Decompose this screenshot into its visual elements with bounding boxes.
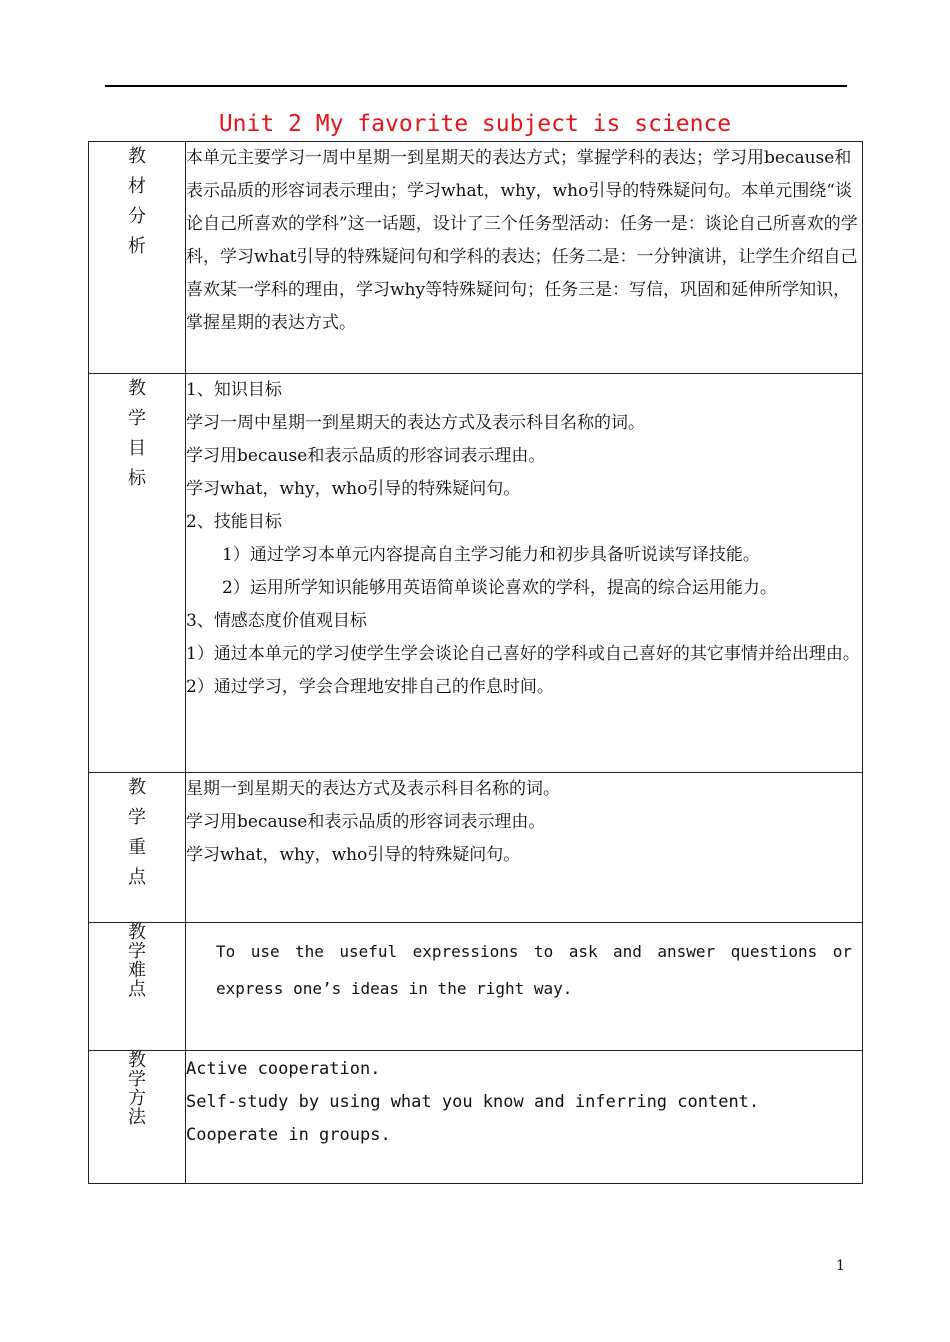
method-line: Cooperate in groups. [186, 1125, 391, 1145]
row-label-text: 教学目标 [128, 378, 146, 489]
table-row [89, 374, 863, 773]
row-label-methods [89, 1051, 186, 1184]
objective-line: 2）运用所学知识能够用英语简单谈论喜欢的学科，提高的综合运用能力。 [222, 578, 777, 598]
objective-line: 学习what，why，who引导的特殊疑问句。 [186, 479, 521, 499]
table-row [89, 773, 863, 923]
row-content-objectives [186, 374, 863, 773]
table-row [89, 923, 863, 1051]
objective-line: 学习用because和表示品质的形容词表示理由。 [186, 446, 546, 466]
row-label-text: 教学重点 [128, 777, 146, 888]
row-label-text: 教学难点 [128, 922, 146, 1000]
table-row [89, 1051, 863, 1184]
row-label-text: 教学方法 [128, 1050, 146, 1128]
method-line: Active cooperation. [186, 1059, 381, 1079]
page-number: 1 [836, 1258, 845, 1274]
lesson-plan-table [88, 141, 863, 1184]
objective-heading: 2、技能目标 [186, 512, 282, 532]
objective-line: 1）通过学习本单元内容提高自主学习能力和初步具备听说读写译技能。 [222, 545, 760, 565]
row-content-methods [186, 1051, 863, 1184]
row-label-difficulties [89, 923, 186, 1051]
row-label-analysis [89, 142, 186, 374]
objective-line: 2）通过学习，学会合理地安排自己的作息时间。 [186, 677, 554, 697]
key-point-line: 学习what，why，who引导的特殊疑问句。 [186, 845, 521, 865]
row-content-analysis [186, 142, 863, 374]
document-title: Unit 2 My favorite subject is science [218, 111, 732, 137]
difficulty-paragraph: To use the useful expressions to ask and answer questions or express one’s ideas in the right way. [216, 942, 852, 998]
key-point-line: 学习用because和表示品质的形容词表示理由。 [186, 812, 546, 832]
method-line: Self-study by using what you know and inferring content. [186, 1092, 760, 1112]
table-row [89, 142, 863, 374]
key-point-line: 星期一到星期天的表达方式及表示科目名称的词。 [186, 779, 560, 799]
row-content-difficulties [186, 923, 863, 1051]
objective-line: 1）通过本单元的学习使学生学会谈论自己喜好的学科或自己喜好的其它事情并给出理由。 [186, 644, 860, 664]
header-rule [105, 85, 847, 87]
row-label-text: 教材分析 [128, 146, 146, 257]
row-content-key-points [186, 773, 863, 923]
analysis-paragraph: 本单元主要学习一周中星期一到星期天的表达方式；掌握学科的表达；学习用because和表示品质的形容词表示理由；学习what，why，who引导的特殊疑问句。本单元围绕“谈论自己所喜欢的学科”这一话题，设计了三个任务型活动：任务一是：谈论自己所喜欢的学科，学习what引导的特殊疑问句和学科的表达；任务二是：一分钟演讲，让学生介绍自己喜欢某一学科的理由，学习why等特殊疑问句；任务三是：写信，巩固和延伸所学知识，掌握星期的表达方式。 [186, 148, 858, 333]
row-label-key-points [89, 773, 186, 923]
objective-line: 学习一周中星期一到星期天的表达方式及表示科目名称的词。 [186, 413, 645, 433]
row-label-objectives [89, 374, 186, 773]
objective-heading: 1、知识目标 [186, 380, 282, 400]
objective-heading: 3、情感态度价值观目标 [186, 611, 367, 631]
